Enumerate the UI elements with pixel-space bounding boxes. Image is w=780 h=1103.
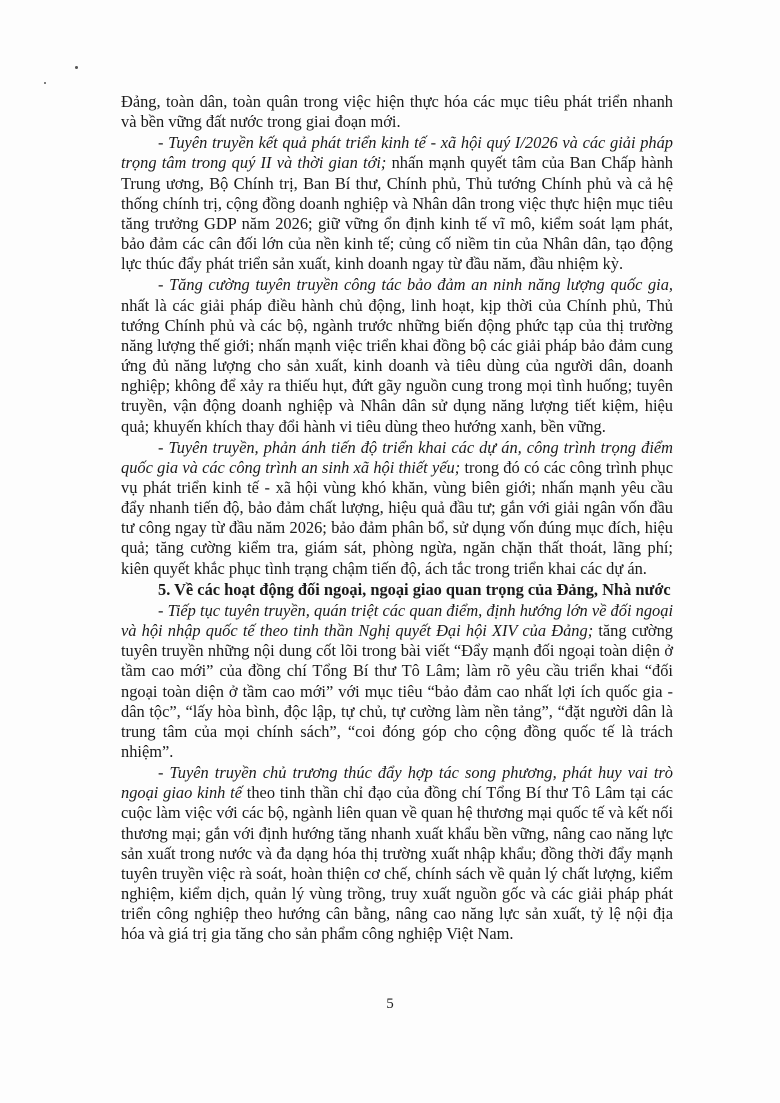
paragraph-text: theo tinh thần chỉ đạo của đồng chí Tổng Bí thư Tô Lâm tại các cuộc làm việc với các bộ, ngành liên quan về quan hệ thương mại quốc tế và kết nối thương mại; gắn với định hướng tăng nhanh xuất khẩu bền vững, nâng cao năng lực sản xuất trong nước và đa dạng hóa thị trường xuất nhập khẩu; đồng thời đẩy mạnh tuyên truyền việc rà soát, hoàn thiện cơ chế, chính sách về quản lý chất lượng, kiểm nghiệm, kiểm dịch, quản lý vùng trồng, truy xuất nguồn gốc và các giải pháp phát triển công nghiệp theo hướng cân bằng, nâng cao năng lực sản xuất, tỷ lệ nội địa hóa và giá trị gia tăng cho sản phẩm công nghiệp Việt Nam. [121,783,673,944]
paragraph-text: Đảng, toàn dân, toàn quân trong việc hiện thực hóa các mục tiêu phát triển nhanh và bền vững đất nước trong giai đoạn mới. [121,92,673,132]
paragraph-text: nhất là các giải pháp điều hành chủ động, linh hoạt, kịp thời của Chính phủ, Thủ tướng Chính phủ và các bộ, ngành trước những biến động phức tạp của thị trường năng lượng thế giới; nhấn mạnh việc triển khai đồng bộ các giải pháp bảo đảm cung ứng đủ năng lượng cho sản xuất, kinh doanh và tiêu dùng của người dân, doanh nghiệp; không để xảy ra thiếu hụt, đứt gãy nguồn cung trong mọi tình huống; tuyên truyền, vận động doanh nghiệp và Nhân dân sử dụng năng lượng tiết kiệm, hiệu quả; khuyến khích thay đổi hành vi tiêu dùng theo hướng xanh, bền vững. [121,295,673,436]
paragraph-foreign-affairs [121,601,673,762]
scan-speck [75,66,78,69]
paragraph-lead: - Tuyên truyền chủ trương thúc đẩy hợp tác song phương, phát huy vai trò ngoại giao kinh tế [121,763,673,803]
paragraph-lead: - Tiếp tục tuyên truyền, quán triệt các quan điểm, định hướng lớn về đối ngoại và hội nhập quốc tế theo tinh thần Nghị quyết Đại hội XIV của Đảng; [121,600,673,641]
scan-speck [44,82,46,84]
paragraph-economic-diplomacy [121,763,673,944]
document-body [121,92,673,945]
page-number: 5 [386,996,394,1012]
section-heading [121,580,673,600]
paragraph-lead: - Tuyên truyền, phản ánh tiến độ triển khai các dự án, công trình trọng điểm quốc gia và các công trình an sinh xã hội thiết yếu; [121,437,673,477]
paragraph-key-projects [121,438,673,579]
paragraph-lead: - Tăng cường tuyên truyền công tác bảo đảm an ninh năng lượng quốc gia, [158,275,673,295]
paragraph-economic-results [121,133,673,274]
paragraph-energy-security [121,275,673,436]
paragraph-lead: - Tuyên truyền kết quả phát triển kinh tế - xã hội quý I/2026 và các giải pháp trọng tâm trong quý II và thời gian tới; [121,133,673,173]
paragraph-continuation [121,92,673,132]
paragraph-text: trong đó có các công trình phục vụ phát triển kinh tế - xã hội vùng khó khăn, vùng biên giới; nhấn mạnh yêu cầu đẩy nhanh tiến độ, bảo đảm chất lượng, hiệu quả đầu tư; gắn với giải ngân vốn đầu tư công ngay từ đầu năm 2026; bảo đảm phân bổ, sử dụng vốn đúng mục đích, hiệu quả; tăng cường kiểm tra, giám sát, phòng ngừa, ngăn chặn thất thoát, lãng phí; kiên quyết khắc phục tình trạng chậm tiến độ, ách tắc trong triển khai các dự án. [121,457,674,578]
paragraph-text: tăng cường tuyên truyền những nội dung cốt lõi trong bài viết “Đẩy mạnh đối ngoại toàn diện ở tầm cao mới” của đồng chí Tổng Bí thư Tô Lâm; làm rõ yêu cầu triển khai “đối ngoại toàn diện ở tầm cao mới” với mục tiêu “bảo đảm cao nhất lợi ích quốc gia - dân tộc”, “lấy hòa bình, độc lập, tự chủ, tự cường làm nền tảng”, “đặt người dân là trung tâm của mọi chính sách”, “coi đóng góp cho cộng đồng quốc tế là trách nhiệm”. [121,621,673,761]
section-heading-text: 5. Về các hoạt động đối ngoại, ngoại giao quan trọng của Đảng, Nhà nước [158,579,671,599]
paragraph-text: nhấn mạnh quyết tâm của Ban Chấp hành Trung ương, Bộ Chính trị, Ban Bí thư, Chính phủ, Thủ tướng Chính phủ và cả hệ thống chính trị, cộng đồng doanh nghiệp và Nhân dân trong việc thực hiện mục tiêu tăng trưởng GDP năm 2026; giữ vững ổn định kinh tế vĩ mô, kiểm soát lạm phát, bảo đảm các cân đối lớn của nền kinh tế; củng cố niềm tin của Nhân dân, tạo động lực thúc đẩy phát triển sản xuất, kinh doanh ngay từ đầu năm, đầu nhiệm kỳ. [121,153,673,274]
